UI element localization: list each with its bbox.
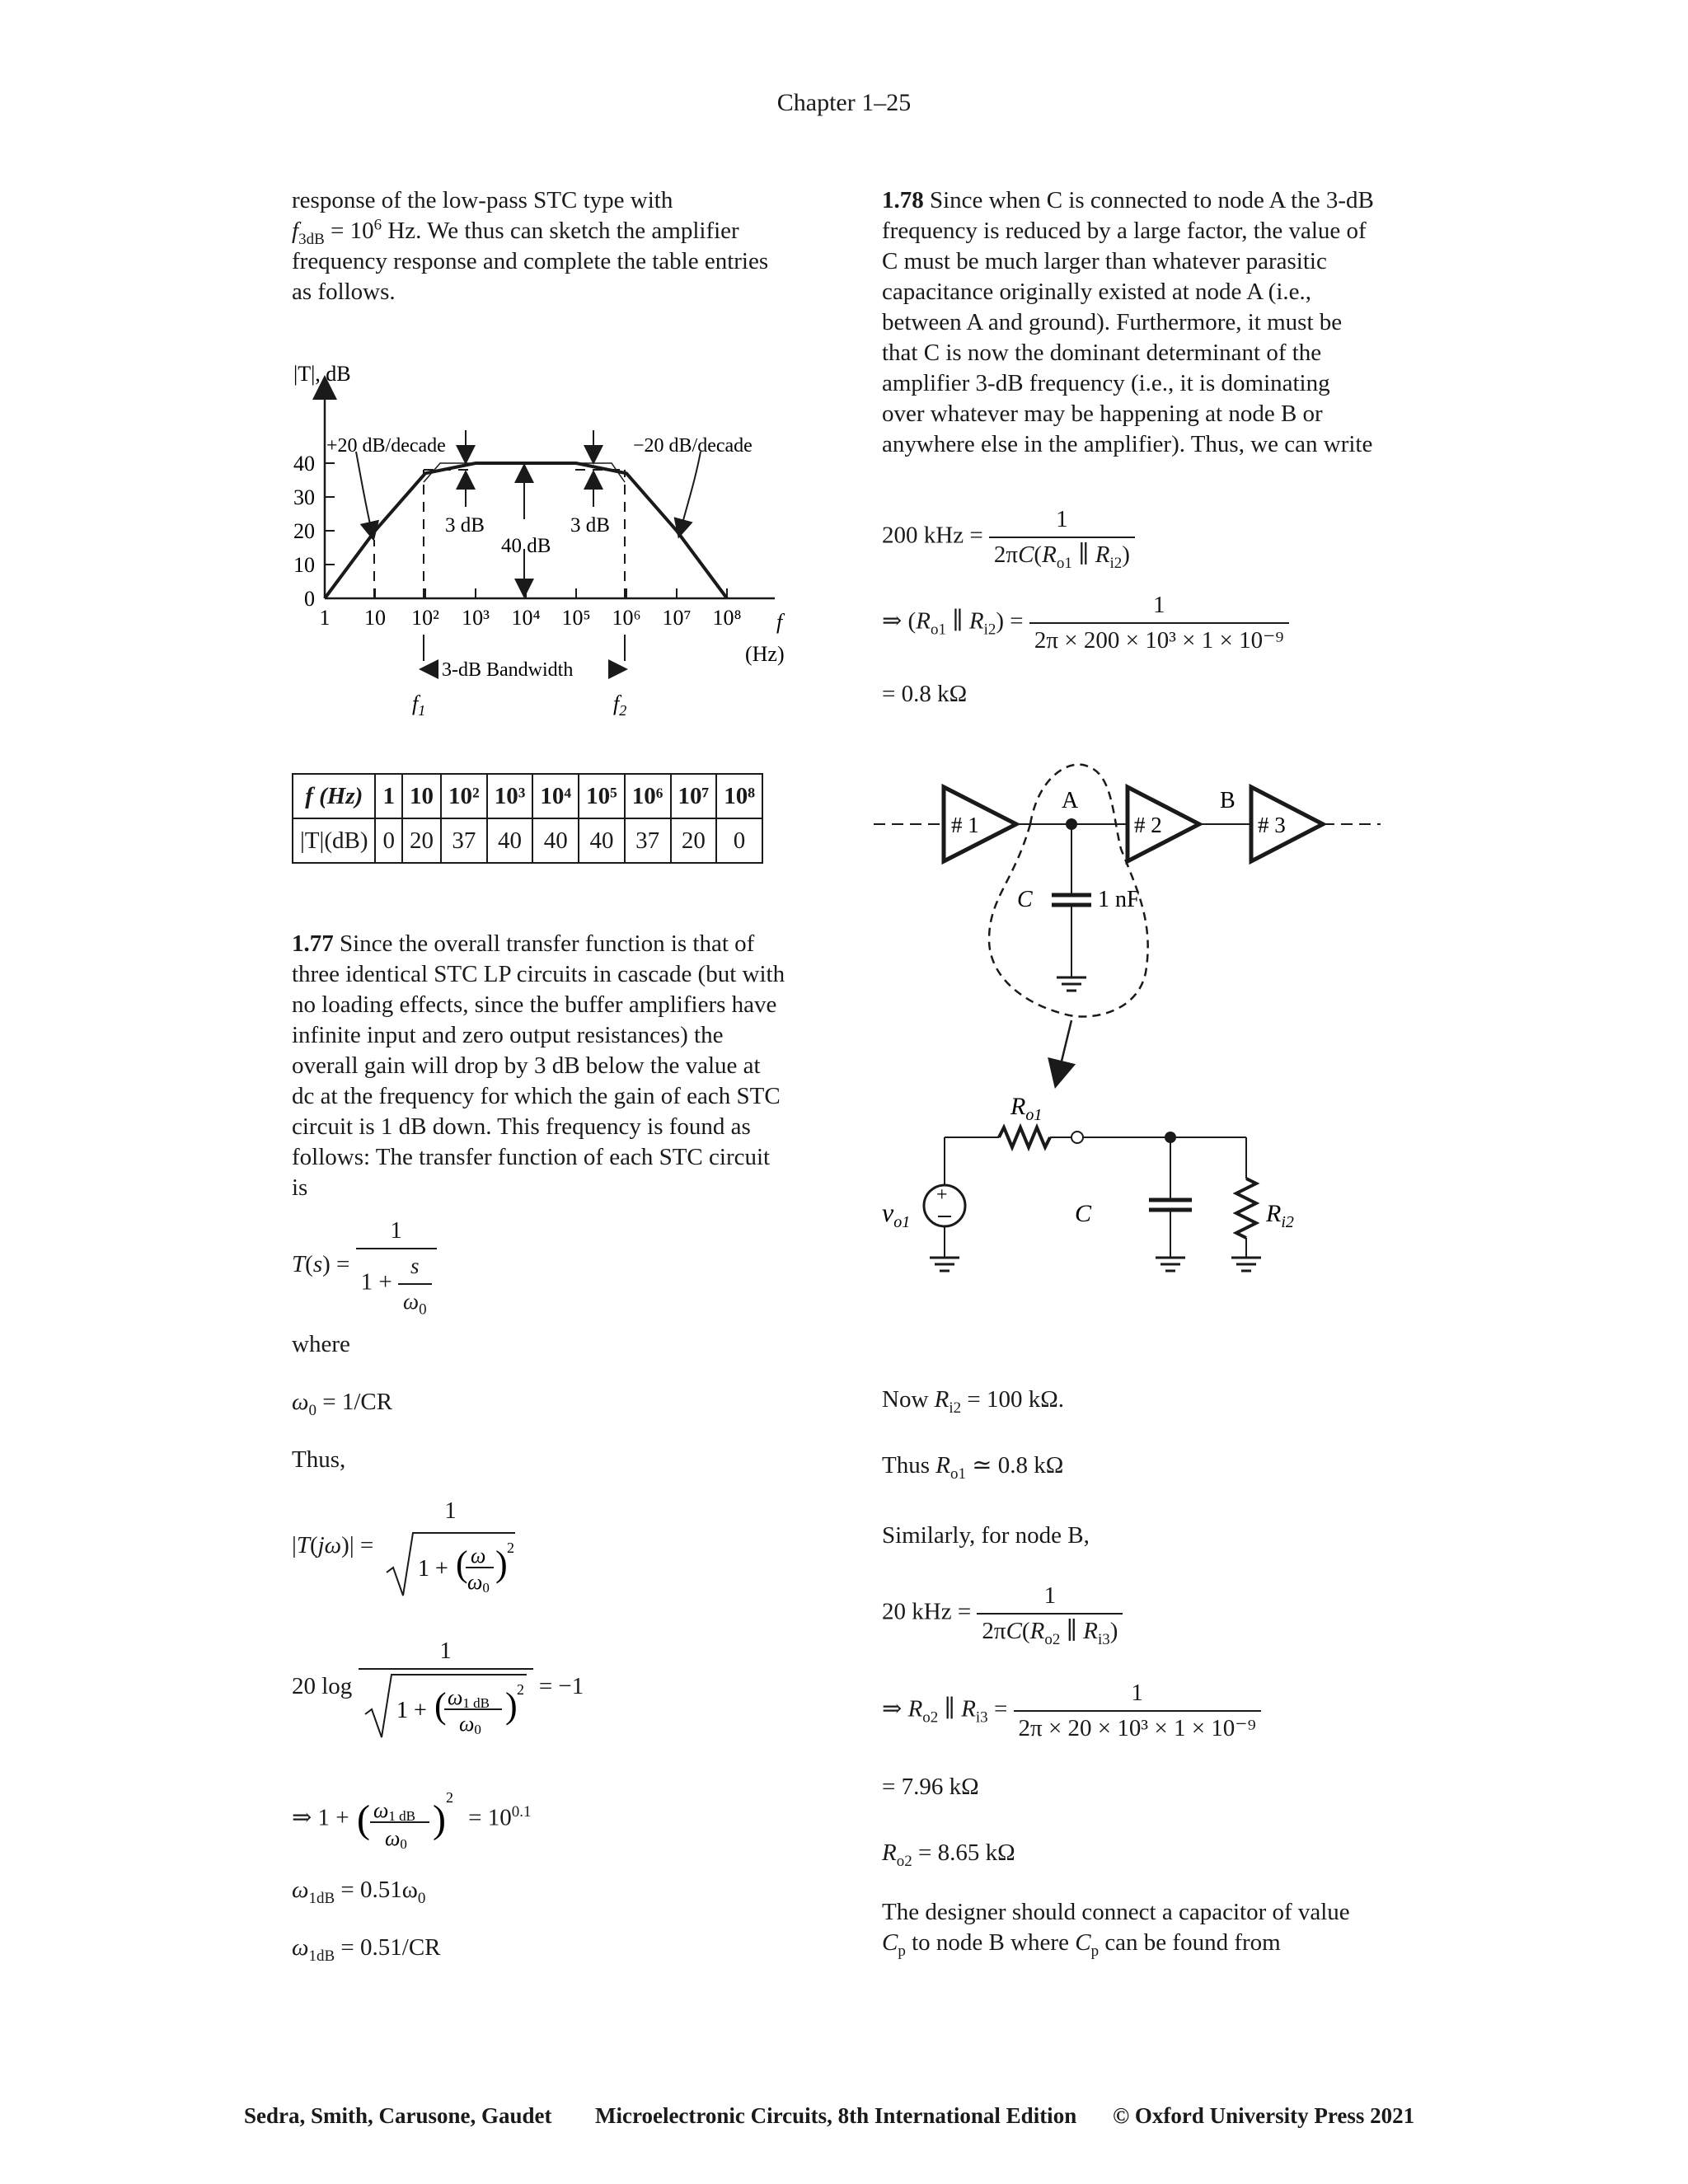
- x-tick-label: 10²: [411, 606, 439, 630]
- table-freq-cell: 10²: [441, 774, 487, 818]
- problem-177-body: Since the overall transfer function is that of three identical STC LP circuits in cascade (but with no loading effects, since the buffer amplifiers have infinite input and zero output resistances) the overall gain will drop by 3 dB below the value at dc at the frequency for which the gain of each STC circuit is 1 dB down. This frequency is found as follows: The transfer function of each STC circuit is: [292, 930, 785, 1201]
- intro-line-3: frequency response and complete the table entries: [292, 248, 769, 274]
- table-freq-cell: 10: [402, 774, 441, 818]
- response-curve: [325, 463, 727, 598]
- table-header-cell: f (Hz): [293, 774, 375, 818]
- ten-power-rhs: = 10: [468, 1804, 512, 1831]
- closing-line-1: The designer should connect a capacitor of value: [882, 1899, 1350, 1925]
- problem-178-body: Since when C is connected to node A the 3-dB frequency is reduced by a large factor, the value of C must be much larger than whatever parasitic capacitance originally existed at node A (i.e., between A and ground). Furthermore, it must be that C is now the dominant determinant of the amplifier 3-dB frequency (i.e., it is dominating over whatever may be happening at node B or anywhere else in the amplifier). Thus, we can write: [882, 187, 1374, 457]
- svg-text:ω0: ω0: [458, 1712, 481, 1737]
- eq-200khz: 200 kHz = $\frac{1}{2\pi C(R_{o1} \parallel R_{i2})}$: [882, 504, 1135, 570]
- svg-text:ω1 dB: ω1 dB: [447, 1685, 490, 1711]
- table-row-label: |T|(dB): [293, 818, 375, 863]
- svg-text:(: (: [455, 1544, 468, 1584]
- ten-power-exponent: 0.1: [511, 1803, 532, 1821]
- x-tick-label: 10⁶: [612, 606, 641, 630]
- intro-line-4: as follows.: [292, 279, 396, 305]
- f-axis-label: f: [776, 610, 783, 634]
- table-gain-cell: 40: [532, 818, 579, 863]
- y-tick-label: 30: [293, 485, 315, 509]
- table-gain-cell: 40: [579, 818, 625, 863]
- frequency-table: [292, 773, 763, 864]
- x-tick-label: 10⁵: [561, 606, 591, 630]
- svg-text:): ): [432, 1797, 446, 1841]
- svg-text:ω1 dB: ω1 dB: [373, 1798, 415, 1824]
- footer-authors: Sedra, Smith, Carusone, Gaudet: [244, 2103, 552, 2128]
- svg-text:(: (: [356, 1797, 370, 1841]
- x-tick-label: 1: [319, 606, 331, 630]
- table-gain-cell: 40: [487, 818, 533, 863]
- svg-text:): ): [495, 1544, 508, 1584]
- eq-parallel-den: 2π × 200 × 10³ × 1 × 10⁻⁹: [1029, 622, 1289, 656]
- svg-text:ω0: ω0: [467, 1570, 490, 1596]
- thus-label: Thus,: [292, 1446, 346, 1473]
- intro-line-2: $f_{3dB} = 10^6$ Hz. We thus can sketch the amplifier: [292, 216, 739, 248]
- hz-axis-label: (Hz): [745, 642, 785, 666]
- x-tick-label: 10⁸: [712, 606, 742, 630]
- closing-line-2: $C_p$ to node B where $C_p$ can be found from: [882, 1929, 1281, 1960]
- ground-symbol-2: [930, 1258, 959, 1271]
- y-tick-label: 40: [293, 452, 315, 476]
- eq-parallel-ro2-den: 2π × 20 × 10³ × 1 × 10⁻⁹: [1014, 1710, 1261, 1744]
- zoom-arrow: [1058, 1020, 1071, 1075]
- table-freq-cell: 10⁶: [625, 774, 671, 818]
- f2-label: $f_2$: [613, 691, 627, 717]
- footer-copyright: © Oxford University Press 2021: [1113, 2103, 1415, 2128]
- x-tick-label: 10⁴: [511, 606, 541, 630]
- table-freq-cell: 10⁵: [579, 774, 625, 818]
- sqrt-sign: [385, 1530, 517, 1599]
- where-label: where: [292, 1331, 350, 1357]
- slope-up-label: +20 dB/decade: [326, 435, 446, 457]
- ground-symbol-3: [1156, 1258, 1185, 1271]
- x-tick-label: 10: [364, 606, 386, 630]
- ground-symbol-1: [1057, 977, 1086, 991]
- amp2-label: # 2: [1134, 813, 1162, 837]
- circuit-diagram: [865, 742, 1393, 1335]
- magnitude-equation: |T(jω)| = 1 1 + ( ω ω0 ) 2: [292, 1496, 522, 1599]
- twenty-log-equation: 20 log 1 1 + ( ω1 dB ω0 ) 2 = −1: [292, 1636, 584, 1741]
- eq-20khz-lhs: 20 kHz =: [882, 1598, 972, 1625]
- cap-value: 1 nF: [1098, 887, 1140, 912]
- slope-down-arrow: [681, 452, 701, 529]
- paren-fraction: [355, 1784, 462, 1855]
- table-gain-cell: 20: [671, 818, 717, 863]
- problem-177-text: [292, 929, 786, 1203]
- ground-symbol-4: [1231, 1258, 1261, 1271]
- plus-sign: +: [936, 1184, 948, 1206]
- table-freq-cell: 1: [375, 774, 402, 818]
- thus-ro1-value: ≃ 0.8 kΩ: [972, 1452, 1064, 1479]
- y-tick-label: 10: [293, 553, 315, 577]
- problem-178-number: 1.78: [882, 187, 924, 213]
- amp1-label: # 1: [951, 813, 979, 837]
- now-ri2-value: = 100 kΩ.: [967, 1386, 1065, 1413]
- similarly-line: Similarly, for node B,: [882, 1522, 1090, 1549]
- intro-f3db-text: Hz. We thus can sketch the amplifier: [387, 218, 739, 244]
- cap2-label: C: [1075, 1200, 1092, 1227]
- svg-text:1 +: 1 +: [396, 1698, 427, 1723]
- ts-equation: T(s) = 1 1 + $\frac{s}{\omega_0}$: [292, 1216, 437, 1317]
- table-freq-cell: 10⁸: [716, 774, 762, 818]
- table-freq-cell: 10⁷: [671, 774, 717, 818]
- table-row: [293, 818, 762, 863]
- cap-label: C: [1017, 887, 1033, 912]
- eq-20khz: 20 kHz = $\frac{1}{2\pi C(R_{o2} \parallel R_{i3})}$: [882, 1581, 1123, 1647]
- table-gain-cell: 0: [375, 818, 402, 863]
- node-a-label: A: [1062, 788, 1079, 813]
- f1-label: $f_1$: [412, 691, 426, 717]
- sqrt-sign-2: [363, 1671, 528, 1741]
- y-tick-label: 0: [304, 587, 315, 611]
- resistor-ri2: [1236, 1179, 1256, 1238]
- result-2-rhs: = 0.51/CR: [340, 1934, 441, 1961]
- svg-text:ω: ω: [470, 1544, 485, 1568]
- svg-text:): ): [504, 1685, 518, 1726]
- svg-text:2: 2: [445, 1789, 453, 1806]
- node-dot-2: [1165, 1132, 1176, 1143]
- amp3-label: # 3: [1258, 813, 1286, 837]
- svg-text:1 +: 1 +: [417, 1556, 448, 1582]
- node-b-label: B: [1220, 788, 1236, 813]
- page-header: Chapter 1–25: [776, 89, 912, 116]
- now-ri2-line: Now $R_{i2} = 100$ kΩ.: [882, 1386, 1065, 1417]
- problem-178-text: [882, 185, 1376, 460]
- omega1db-result-2: $\omega_{1dB} = 0.51/CR$: [292, 1934, 441, 1965]
- slope-up-arrow: [356, 452, 372, 532]
- eq-ro2: $R_{o2} = 8.65$ kΩ: [882, 1840, 1015, 1870]
- table-gain-cell: 37: [441, 818, 487, 863]
- vo1-label: $v_{o1}$: [882, 1197, 911, 1231]
- problem-177-number: 1.77: [292, 930, 334, 957]
- forty-db-label: 40 dB: [501, 535, 551, 557]
- table-freq-cell: 10⁴: [532, 774, 579, 818]
- x-tick-label: 10⁷: [662, 606, 692, 630]
- table-row: [293, 774, 762, 818]
- minus-one: = −1: [538, 1673, 584, 1700]
- eq-200khz-lhs: 200 kHz =: [882, 522, 983, 549]
- footer-book: Microelectronic Circuits, 8th International Edition: [595, 2103, 1077, 2128]
- result-1-rhs: = 0.51ω: [340, 1877, 418, 1903]
- table-gain-cell: 20: [402, 818, 441, 863]
- table-gain-cell: 37: [625, 818, 671, 863]
- omega0-rhs: = 1/CR: [322, 1389, 393, 1415]
- intro-line-1: response of the low-pass STC type with: [292, 187, 673, 213]
- svg-text:ω0: ω0: [384, 1826, 407, 1852]
- ri2-label: $R_{i2}$: [1266, 1200, 1294, 1231]
- eq-ro2-value: = 8.65 kΩ: [917, 1840, 1015, 1866]
- omega0-equation: $\omega_0 = 1/CR$: [292, 1389, 393, 1419]
- bandwidth-label: 3-dB Bandwidth: [442, 659, 574, 681]
- thus-ro1-line: Thus $R_{o1}$ ≃ 0.8 kΩ: [882, 1452, 1064, 1483]
- eq-parallel-ro2: ⇒ $R_{o2}$ ∥ $R_{i3}$ = $\frac{1}{\text{2π × 20 × 10³ × 1 × 10⁻⁹}}$: [882, 1678, 1261, 1744]
- closing-paragraph: [882, 1897, 1393, 1958]
- three-db-right-label: 3 dB: [570, 514, 610, 537]
- omega1db-result-1: $\omega_{1dB} = 0.51\omega_0$: [292, 1877, 426, 1907]
- intro-paragraph: [292, 185, 803, 307]
- bode-plot: [272, 354, 799, 717]
- open-terminal: [1071, 1132, 1083, 1143]
- three-db-left-label: 3 dB: [445, 514, 485, 537]
- closing-text-2: to node B where: [912, 1929, 1069, 1956]
- eq-parallel-ro1: ⇒ ($R_{o1}$ ∥ $R_{i2}$) = $\frac{1}{\text{2π × 200 × 10³ × 1 × 10⁻⁹}}$: [882, 590, 1289, 656]
- eq-0-8k: = 0.8 kΩ: [882, 681, 968, 707]
- frequency-table-wrap: [292, 773, 763, 864]
- svg-text:2: 2: [516, 1681, 524, 1698]
- y-tick-label: 20: [293, 519, 315, 543]
- svg-text:(: (: [434, 1685, 447, 1726]
- y-axis-label: |T|, dB: [293, 362, 351, 386]
- table-gain-cell: 0: [716, 818, 762, 863]
- svg-text:2: 2: [506, 1540, 514, 1556]
- closing-text-3: can be found from: [1104, 1929, 1281, 1956]
- eq-7-96k: = 7.96 kΩ: [882, 1774, 979, 1800]
- ten-power-equation: ⇒ 1 + ( ω1 dB ω0 ) 2 = $10^{0.1}$: [292, 1784, 532, 1855]
- resistor-ro1: [999, 1127, 1050, 1147]
- x-tick-label: 10³: [462, 606, 490, 630]
- ro1-label: $R_{o1}$: [1010, 1093, 1043, 1124]
- table-freq-cell: 10³: [487, 774, 533, 818]
- slope-down-label: −20 dB/decade: [633, 435, 753, 457]
